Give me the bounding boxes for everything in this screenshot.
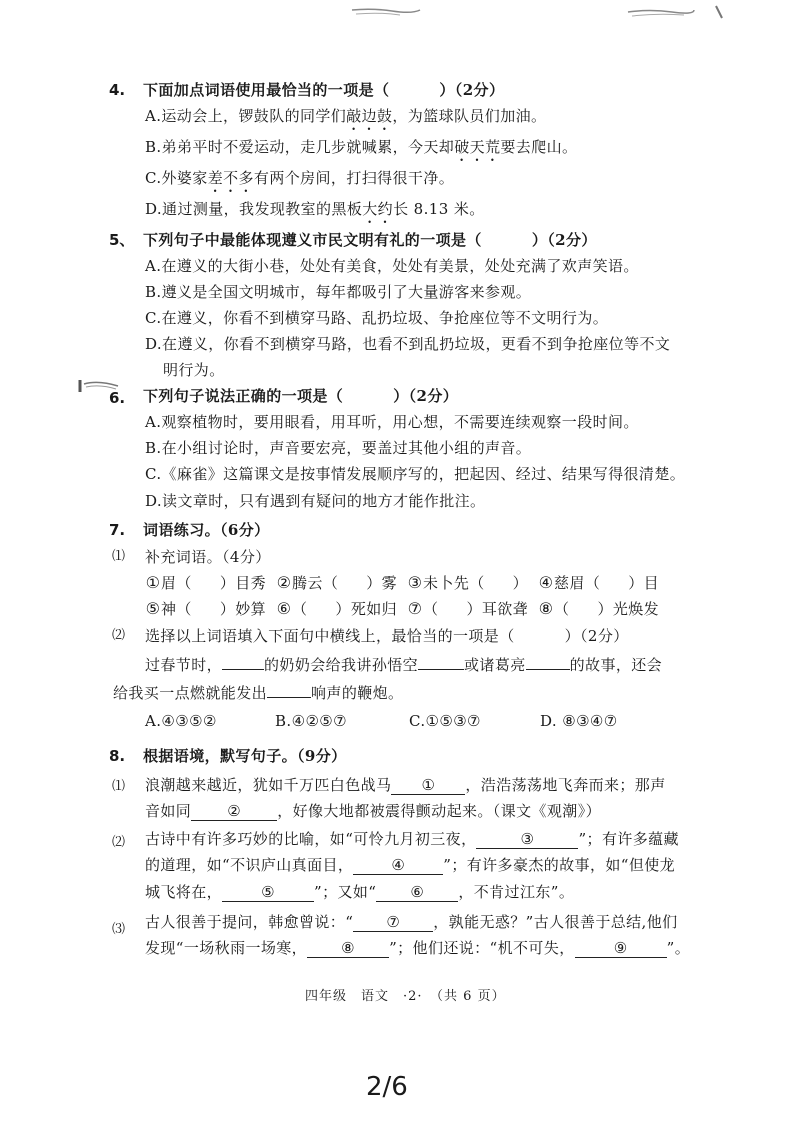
q7-s5: 给我买一点燃就能发出 (113, 684, 268, 702)
q7-item-7-num: ⑦ (407, 599, 423, 618)
q7-s6: 响声的鞭炮。 (311, 684, 404, 702)
q7-item-6 (276, 600, 397, 618)
q8-l4b: ”；有许多豪杰的故事，如“但使龙 (443, 856, 676, 874)
q7-option-d[interactable]: D. ⑧③④⑦ (540, 712, 618, 730)
q8-blank-4-marker: ④ (391, 856, 406, 874)
q8-l2a: 音如同 (145, 802, 192, 820)
page-indicator: 2/6 (366, 1072, 408, 1102)
q7-option-c[interactable]: C.①⑤③⑦ (409, 712, 481, 730)
q5-option-c: C.在遵义，你看不到横穿马路、乱扔垃圾、争抢座位等不文明行为。 (145, 309, 609, 327)
q8-blank-6-marker: ⑥ (410, 883, 425, 901)
q4-title (143, 80, 504, 100)
q7-item-3-post: ） (512, 574, 529, 592)
q8-l5a: 城飞将在， (145, 883, 223, 901)
q7-item-1-post: ）目秀 (219, 574, 267, 592)
q7-item-8-pre: （ (554, 600, 570, 618)
q8-blank-4[interactable] (353, 856, 443, 875)
q8-blank-1[interactable] (391, 776, 465, 795)
q8-blank-2[interactable] (191, 802, 277, 821)
q7-item-4 (538, 574, 659, 592)
q5-option-d-line1: D.在遵义，你看不到横穿马路，也看不到乱扔垃圾，更看不到争抢座位等不文 (145, 335, 671, 353)
q7-item-8-post: ）光焕发 (597, 600, 660, 618)
q5-option-a: A.在遵义的大街小巷，处处有美食，处处有美景，处处充满了欢声笑语。 (145, 257, 639, 275)
q8-l6b: ，孰能无惑？”古人很善于总结,他们 (433, 913, 678, 931)
q8-blank-9[interactable] (575, 939, 667, 958)
q4-a-pre: A.运动会上，锣鼓队的同学们 (145, 107, 347, 125)
q7-item-2-pre: 腾云（ (292, 574, 339, 592)
q7-item-8 (538, 600, 659, 618)
q6-title-text: 下列句子说法正确的一项是（ (143, 387, 344, 405)
q7-item-3-pre: 未卜先（ (423, 574, 485, 592)
q7-item-5 (145, 600, 266, 618)
q8-sub1-line1 (145, 775, 666, 795)
q8-blank-7[interactable] (353, 913, 433, 932)
q7-title: 词语练习。（6分） (143, 521, 270, 539)
q7-option-b[interactable]: B.④②⑤⑦ (275, 712, 347, 730)
q7-sub1-number: ⑴ (112, 549, 126, 564)
q8-title: 根据语境，默写句子。（9分） (143, 747, 347, 765)
q6-option-c: C.《麻雀》这篇课文是按事情发展顺序写的，把起因、经过、结果写得很清楚。 (145, 465, 686, 483)
q7-item-5-post: ）妙算 (219, 600, 267, 618)
q8-sub2-number: ⑵ (112, 835, 126, 850)
q7-item-4-post: ）目 (628, 574, 660, 592)
q4-c-post: 有两个房间，打扫得很干净。 (253, 169, 455, 187)
q7-item-6-post: ）死如归 (335, 600, 398, 618)
q7-item-5-pre: 神（ (161, 600, 192, 618)
q4-c-dotted: 差不多 (207, 169, 254, 187)
page-footer: 四年级 语文 ·2· （共 6 页） (305, 989, 506, 1004)
q7-s4: 的故事，还会 (569, 656, 663, 674)
q7-item-2-num: ② (276, 573, 292, 592)
q7-item-6-pre: （ (292, 600, 308, 618)
q7-s3: 或诸葛亮 (464, 656, 526, 674)
q4-c-pre: C.外婆家 (145, 169, 208, 187)
q7-blank-3[interactable] (526, 669, 570, 670)
q7-item-8-num: ⑧ (538, 599, 554, 618)
q6-option-a: A.观察植物时，要用眼看，用耳听，用心想，不需要连续观察一段时间。 (145, 413, 639, 431)
q8-blank-7-marker: ⑦ (386, 913, 401, 931)
q5-title (143, 230, 597, 250)
q8-sub1-line2 (145, 801, 601, 821)
q7-item-7-post: ）耳欲聋 (466, 600, 529, 618)
q8-l5c: ，不肯过江东”。 (458, 883, 575, 901)
q7-blank-2[interactable] (418, 669, 464, 670)
q8-sub3-line2 (145, 938, 690, 958)
scan-artifact-top (0, 0, 794, 24)
q8-l3a: 古诗中有许多巧妙的比喻，如“可怜九月初三夜， (145, 830, 477, 848)
q7-sub2-title-text: 选择以上词语填入下面句中横线上，最恰当的一项是（ (145, 627, 515, 645)
q7-item-2-post: ）雾 (366, 574, 398, 592)
q8-blank-1-marker: ① (421, 776, 436, 794)
q8-l6a: 古人很善于提问，韩愈曾说：“ (145, 913, 354, 931)
q8-l1a: 浪潮越来越近，犹如千万匹白色战马 (145, 776, 392, 794)
q4-title-text: 下面加点词语使用最恰当的一项是（ (143, 81, 390, 99)
q6-number: 6. (109, 389, 126, 407)
q4-a-post: ，为篮球队员们加油。 (392, 107, 547, 125)
q4-number: 4. (109, 81, 126, 99)
q8-blank-3[interactable] (476, 830, 578, 849)
q8-blank-5-marker: ⑤ (261, 883, 275, 901)
q8-l7b: ”；他们还说：“机不可失， (389, 939, 575, 957)
q8-l7a: 发现“一场秋雨一场寒， (145, 939, 308, 957)
q8-sub3-number: ⑶ (112, 922, 126, 937)
q8-blank-8-marker: ⑧ (341, 939, 355, 957)
q5-title-text: 下列句子中最能体现遵义市民文明有礼的一项是（ (143, 231, 482, 249)
q7-item-4-pre: 慈眉（ (554, 574, 601, 592)
q7-fill-row1 (145, 573, 685, 593)
q8-blank-8[interactable] (307, 939, 389, 958)
q4-a-dotted: 敲边鼓 (346, 107, 393, 125)
q7-sub1-title: 补充词语。（4分） (145, 548, 271, 566)
q7-sub2-sentence-line1 (145, 655, 662, 675)
q7-item-1-pre: 眉（ (161, 574, 192, 592)
q8-l4a: 的道理，如“不识庐山真面目， (145, 856, 354, 874)
q8-sub2-line3 (145, 882, 574, 902)
q7-sub2-number: ⑵ (112, 628, 126, 643)
q7-option-a[interactable]: A.④③⑤② (145, 712, 217, 730)
q7-sub2-sentence-line2 (113, 683, 403, 703)
q5-number: 5、 (109, 231, 135, 249)
q7-blank-4[interactable] (267, 697, 311, 698)
q6-title-score: ）（2分） (393, 387, 459, 405)
q7-blank-1[interactable] (222, 669, 264, 670)
q5-option-b: B.遵义是全国文明城市，每年都吸引了大量游客来参观。 (145, 283, 532, 301)
q7-number: 7. (109, 521, 126, 539)
q6-option-d: D.读文章时，只有遇到有疑问的地方才能作批注。 (145, 492, 486, 510)
q6-option-b: B.在小组讨论时，声音要宏亮，要盖过其他小组的声音。 (145, 439, 532, 457)
q4-d-post: 长 8.13 米。 (393, 200, 485, 218)
q4-option-d (145, 199, 485, 227)
q7-fill-row2 (145, 599, 685, 619)
q8-blank-5[interactable] (222, 883, 314, 902)
q7-sub2-title (145, 626, 629, 646)
q8-l2b: ，好像大地都被震得颤动起来。（课文《观潮》） (277, 802, 602, 820)
q4-b-pre: B.弟弟平时不爱运动，走几步就喊累，今天却 (145, 138, 455, 156)
q5-option-d-line2: 明行为。 (163, 361, 225, 379)
q8-number: 8. (109, 747, 126, 765)
q8-sub3-line1 (145, 912, 678, 932)
q7-sub2-score: ）（2分） (564, 627, 629, 645)
q7-item-1-num: ① (145, 573, 161, 592)
q8-l1b: ，浩浩荡荡地飞奔而来；那声 (465, 776, 666, 794)
q7-item-5-num: ⑤ (145, 599, 161, 618)
q7-item-2 (276, 574, 397, 592)
q5-title-score: ）（2分） (531, 231, 597, 249)
q8-sub2-line1 (145, 829, 679, 849)
q8-blank-2-marker: ② (227, 802, 242, 820)
q8-blank-6[interactable] (376, 883, 458, 902)
q4-title-score: ）（2分） (439, 81, 505, 99)
q4-d-dotted: 大约 (362, 200, 394, 218)
q7-item-3-num: ③ (407, 573, 423, 592)
q8-blank-3-marker: ③ (520, 830, 535, 848)
q8-sub1-number: ⑴ (112, 779, 126, 794)
q4-b-post: 要去爬山。 (500, 138, 578, 156)
q7-item-6-num: ⑥ (276, 599, 292, 618)
q7-item-7-pre: （ (423, 600, 439, 618)
q7-item-7 (407, 600, 528, 618)
q7-item-3 (407, 574, 528, 592)
q4-option-b (145, 137, 577, 165)
q6-title (143, 386, 458, 406)
q4-option-c (145, 168, 454, 196)
q7-s2: 的奶奶会给我讲孙悟空 (264, 656, 419, 674)
q7-item-4-num: ④ (538, 573, 554, 592)
q8-l3b: ”；有许多蕴藏 (578, 830, 679, 848)
q8-l7c: ”。 (666, 939, 691, 957)
q7-item-1 (145, 574, 266, 592)
q8-blank-9-marker: ⑨ (613, 939, 628, 957)
q4-d-pre: D.通过测量，我发现教室的黑板 (145, 200, 363, 218)
q7-s1: 过春节时， (145, 656, 223, 674)
q4-option-a (145, 106, 546, 134)
q4-b-dotted: 破天荒 (454, 138, 501, 156)
q8-l5b: ”；又如“ (314, 883, 377, 901)
q8-sub2-line2 (145, 855, 675, 875)
